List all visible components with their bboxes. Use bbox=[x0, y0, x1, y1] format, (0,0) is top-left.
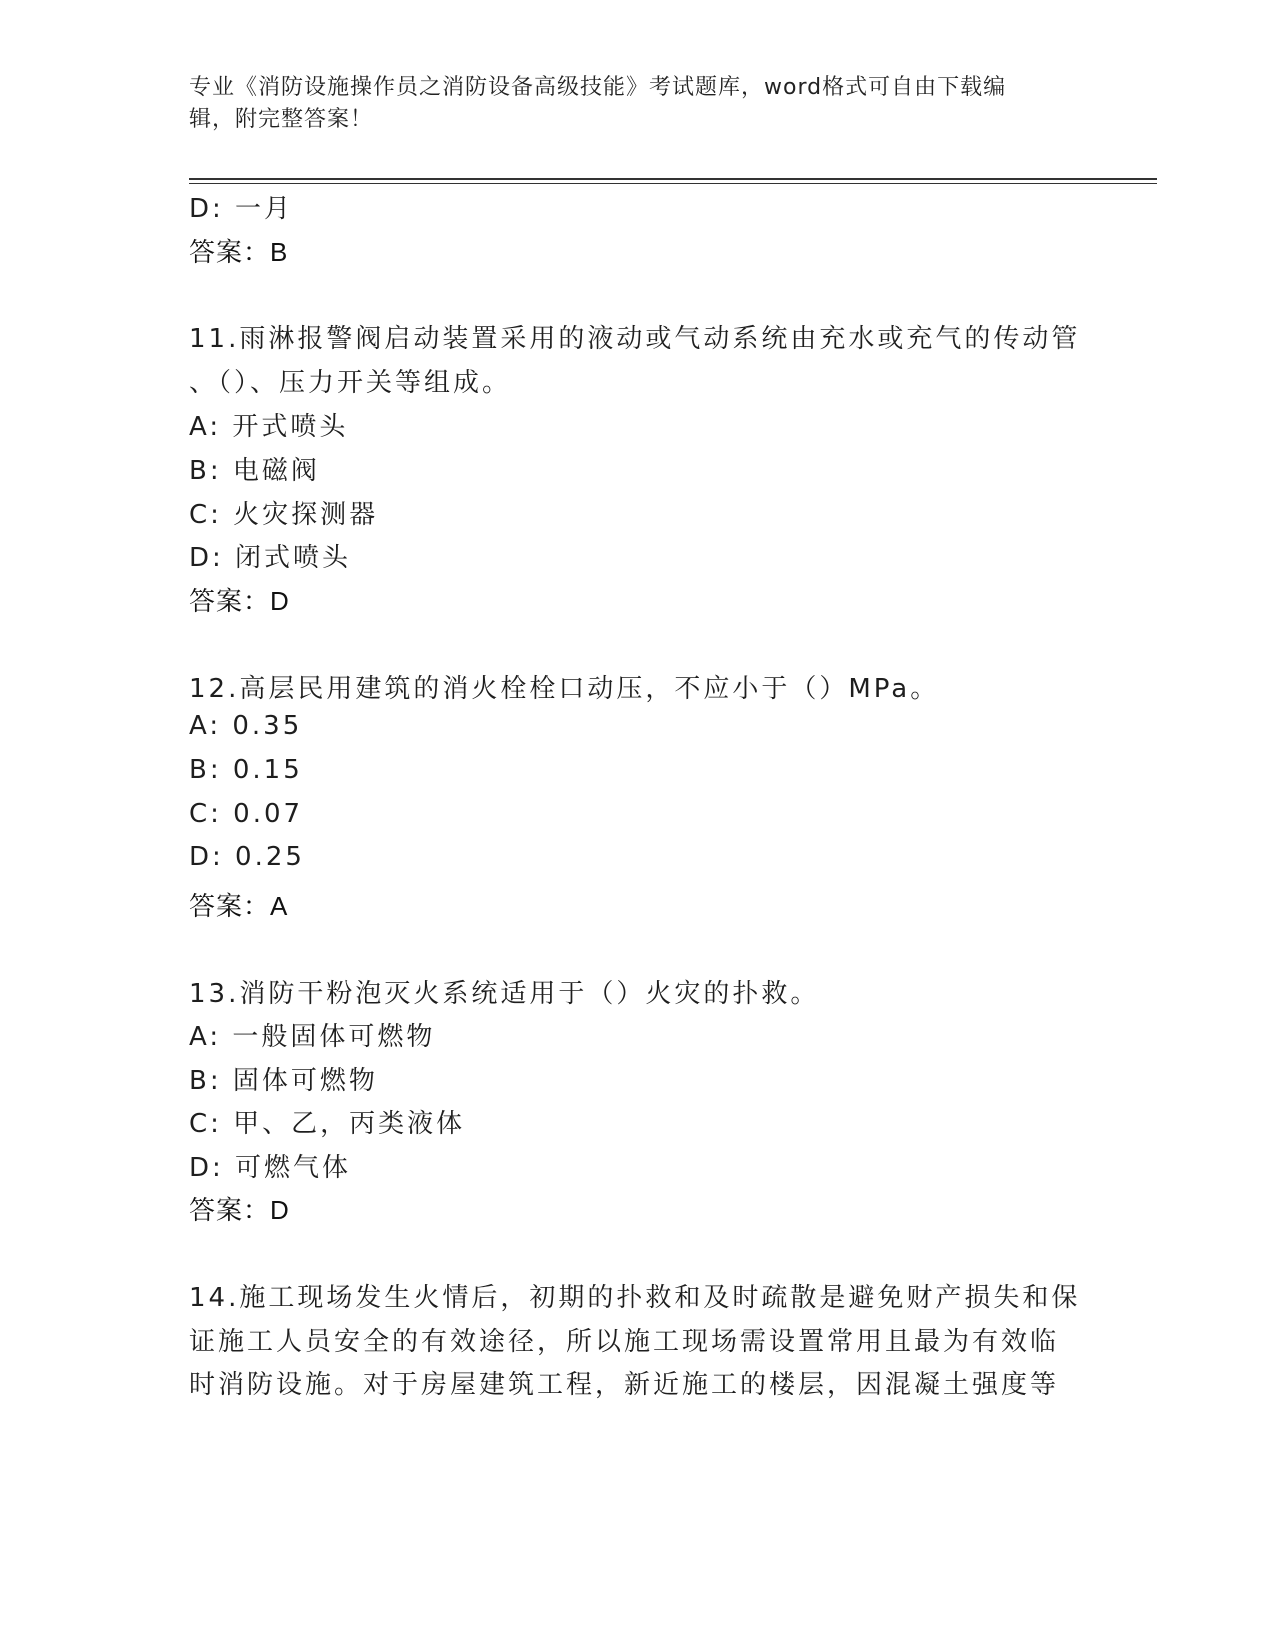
q13-option-b: B: 固体可燃物 bbox=[189, 1066, 378, 1096]
header-line-2: 辑，附完整答案！ bbox=[189, 107, 374, 132]
answer-label: 答案： bbox=[189, 587, 271, 617]
q14-stem-line-3: 时消防设施。对于房屋建筑工程，新近施工的楼层，因混凝土强度等 bbox=[189, 1370, 1060, 1400]
prev-option-d: D: 一月 bbox=[189, 194, 294, 224]
answer-label: 答案： bbox=[189, 238, 271, 268]
q13-option-d: D: 可燃气体 bbox=[189, 1153, 352, 1183]
answer-value: D bbox=[270, 1195, 290, 1225]
answer-label: 答案： bbox=[189, 892, 271, 922]
header-line-1: 专业《消防设施操作员之消防设备高级技能》考试题库，word格式可自由下载编 bbox=[189, 75, 1007, 100]
q14-stem-line-2: 证施工人员安全的有效途径，所以施工现场需设置常用且最为有效临 bbox=[189, 1327, 1060, 1357]
q11-option-b: B: 电磁阀 bbox=[189, 456, 320, 486]
answer-value: B bbox=[270, 237, 289, 267]
q13-stem-line-1: 13.消防干粉泡灭火系统适用于（）火灾的扑救。 bbox=[189, 979, 820, 1009]
header-rule-thick bbox=[189, 178, 1157, 180]
page-header bbox=[189, 72, 1089, 136]
header-rule-thin bbox=[189, 183, 1157, 184]
q12-option-c: C: 0.07 bbox=[189, 799, 304, 829]
q13-option-c: C: 甲、乙，丙类液体 bbox=[189, 1109, 466, 1139]
q11-answer bbox=[189, 581, 290, 618]
answer-label: 答案： bbox=[189, 1196, 271, 1226]
prev-answer bbox=[189, 232, 288, 269]
q11-option-a: A: 开式喷头 bbox=[189, 412, 349, 442]
answer-value: D bbox=[270, 586, 290, 616]
q12-option-d: D: 0.25 bbox=[189, 842, 305, 872]
q14-stem-line-1: 14.施工现场发生火情后，初期的扑救和及时疏散是避免财产损失和保 bbox=[189, 1283, 1081, 1313]
q11-stem-line-1: 11.雨淋报警阀启动装置采用的液动或气动系统由充水或充气的传动管 bbox=[189, 324, 1081, 354]
q12-answer bbox=[189, 886, 288, 923]
q13-option-a: A: 一般固体可燃物 bbox=[189, 1022, 436, 1052]
q12-option-a: A: 0.35 bbox=[189, 711, 303, 741]
q13-answer bbox=[189, 1190, 290, 1227]
q12-stem-line-1: 12.高层民用建筑的消火栓栓口动压，不应小于（）MPa。 bbox=[189, 674, 940, 704]
answer-value: A bbox=[270, 891, 289, 921]
q12-option-b: B: 0.15 bbox=[189, 755, 303, 785]
q11-stem-line-2: 、（）、压力开关等组成。 bbox=[189, 368, 512, 398]
q11-option-d: D: 闭式喷头 bbox=[189, 543, 352, 573]
q11-option-c: C: 火灾探测器 bbox=[189, 500, 379, 530]
